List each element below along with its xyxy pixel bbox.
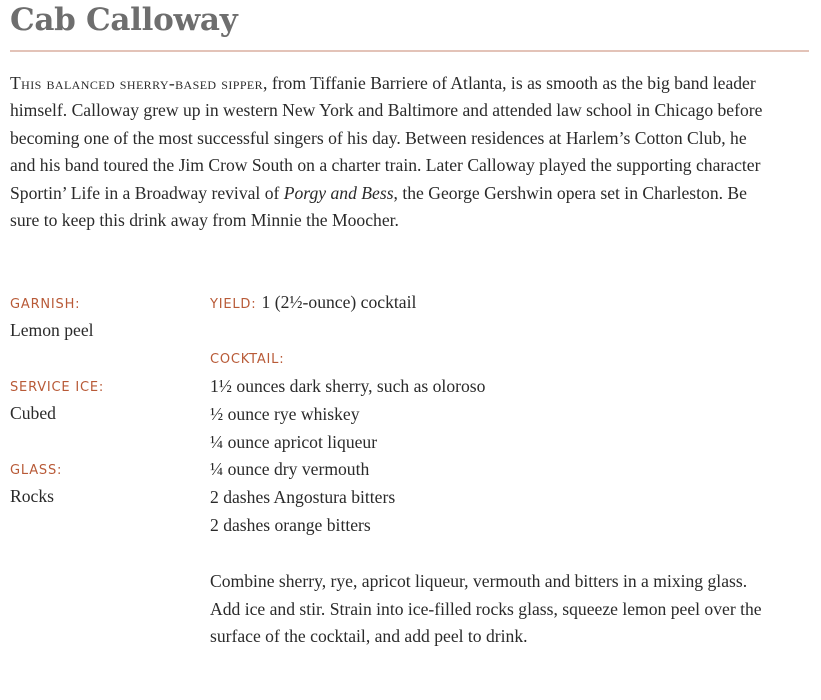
- garnish-label: GARNISH:: [10, 297, 81, 312]
- intro-italic-title: Porgy and Bess: [283, 182, 394, 203]
- glass-value: Rocks: [10, 486, 54, 506]
- glass-label: GLASS:: [10, 463, 63, 478]
- ingredient-item: ¼ ounce dry vermouth: [210, 459, 370, 480]
- ingredient-item: 1½ ounces dark sherry, such as oloroso: [210, 376, 486, 396]
- ingredient-item: 2 dashes orange bitters: [210, 514, 371, 535]
- service-ice-value: Cubed: [10, 403, 56, 423]
- title-divider: [10, 50, 809, 52]
- intro-text-part2: , the George Gershwin opera set in Charleston. Be sure to keep this drink away from Minnie the Moocher.: [10, 182, 747, 231]
- recipe-intro: [10, 70, 770, 234]
- garnish-value: Lemon peel: [10, 320, 94, 340]
- recipe-title: Cab Calloway: [10, 2, 238, 38]
- intro-text-part1: , from Tiffanie Barriere of Atlanta, is as smooth as the big band leader himself. Calloway grew up in western New York and Baltimore and attended law school in Chicago before becoming one of the most successful singers of his day. Between residences at Harlem’s Cotton Club, he and his band toured the Jim Crow South on a charter train. Later Calloway played the supporting character Sportin’ Life in a Broadway revival of: [10, 73, 763, 203]
- ingredient-item: ½ ounce rye whiskey: [210, 403, 360, 424]
- ingredient-list: [210, 373, 485, 540]
- yield-label: YIELD:: [210, 297, 257, 312]
- ingredient-item: ¼ ounce apricot liqueur: [210, 431, 378, 452]
- method-instructions: Combine sherry, rye, apricot liqueur, vermouth and bitters in a mixing glass. Add ice and stir. Strain into ice-filled rocks glass, squeeze lemon peel over the surface of the cocktail, and add peel to drink.: [210, 571, 762, 647]
- cocktail-label: COCKTAIL:: [210, 352, 285, 367]
- yield-value: 1 (2½-ounce) cocktail: [261, 292, 417, 312]
- ingredient-item: 2 dashes Angostura bitters: [210, 487, 396, 508]
- intro-lead: This balanced sherry-based sipper: [10, 73, 264, 93]
- service-ice-label: SERVICE ICE:: [10, 380, 105, 395]
- yield-row: [210, 292, 416, 313]
